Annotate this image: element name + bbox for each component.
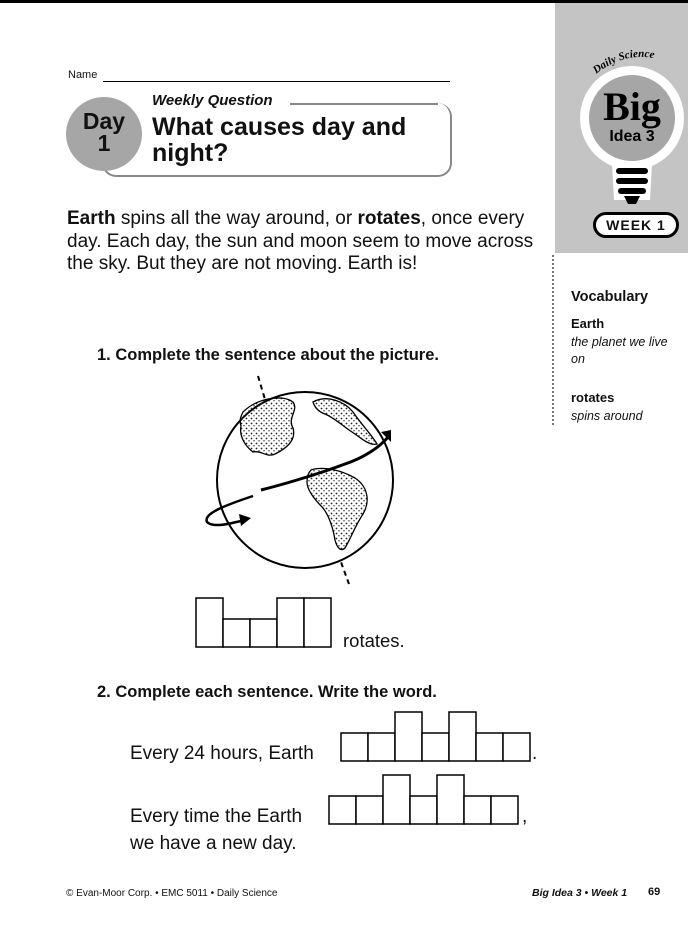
sentence-1-period: . — [532, 743, 538, 764]
weekly-question-label: Weekly Question — [152, 92, 278, 109]
question-2-prompt: 2. Complete each sentence. Write the word. — [97, 683, 437, 701]
vocab-term: Earth — [571, 316, 605, 331]
page-number: 69 — [648, 886, 661, 898]
dotted-divider — [552, 255, 554, 425]
day-label: Day — [82, 108, 126, 134]
vocab-definition: spins around — [571, 409, 643, 423]
vocab-term: rotates — [571, 390, 615, 405]
footer-copyright: © Evan-Moor Corp. • EMC 5011 • Daily Science — [66, 888, 278, 899]
day-badge — [66, 97, 142, 171]
name-field[interactable] — [103, 81, 450, 82]
intro-part: rotates — [357, 208, 421, 229]
vocabulary-title: Vocabulary — [571, 289, 649, 305]
vocab-definition: the planet we live on — [571, 335, 668, 366]
intro-paragraph — [67, 208, 537, 276]
week-badge: WEEK 1 — [593, 212, 679, 238]
sentence-2-comma: , — [522, 806, 528, 827]
series-label: Daily Science — [590, 47, 656, 77]
weekly-question-box-top — [290, 103, 438, 105]
q2-sentence-2-boxes[interactable] — [328, 774, 522, 826]
intro-part: , once every day. Each day, the sun and moon seem to move across the sky. But they are not moving. Earth is! — [67, 208, 534, 274]
intro-part: Earth — [67, 208, 116, 229]
sentence-2-line-1: Every time the Earth — [130, 806, 303, 827]
q1-after-text: rotates. — [343, 630, 405, 651]
question-1-prompt: 1. Complete the sentence about the picture. — [97, 346, 439, 364]
weekly-question-text: What causes day and night? — [152, 113, 407, 167]
globe-illustration — [195, 372, 415, 592]
idea-label: Idea 3 — [609, 128, 655, 145]
sentence-2-line-2: we have a new day. — [130, 833, 297, 854]
q1-answer-boxes[interactable] — [195, 597, 335, 649]
day-number: 1 — [97, 130, 111, 156]
name-label: Name — [68, 69, 98, 81]
sentence-1-text: Every 24 hours, Earth — [130, 743, 314, 764]
footer-week-label: Big Idea 3 • Week 1 — [532, 887, 628, 899]
q2-sentence-1-boxes[interactable] — [340, 711, 534, 763]
big-label: Big — [603, 84, 661, 129]
intro-part: spins all the way around, or — [115, 208, 358, 229]
